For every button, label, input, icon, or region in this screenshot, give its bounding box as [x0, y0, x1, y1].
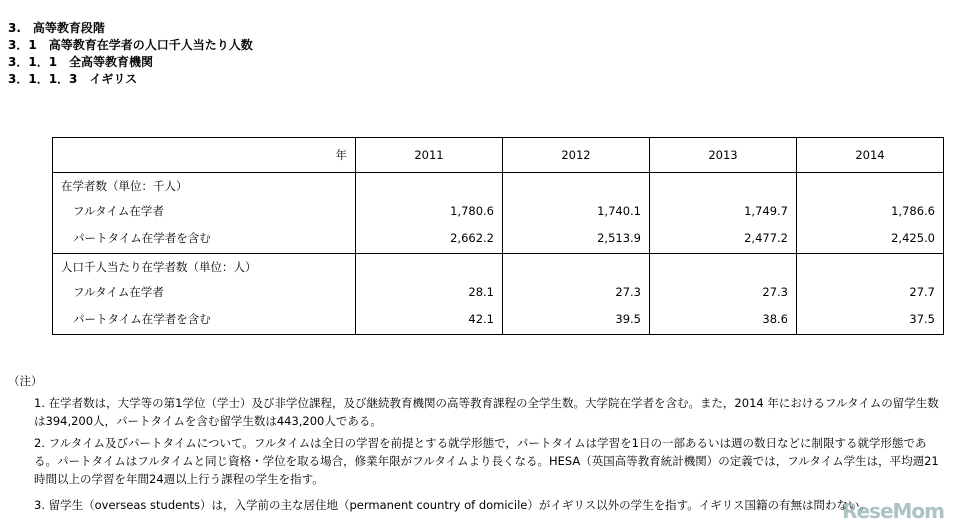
year-label: 年	[53, 138, 356, 173]
row-label: フルタイム在学者	[53, 198, 356, 223]
cell-value	[503, 254, 650, 280]
cell-value: 2,662.2	[356, 223, 503, 254]
year-header: 2013	[650, 138, 797, 173]
cell-value: 27.3	[503, 279, 650, 304]
row-label: パートタイム在学者を含む	[53, 223, 356, 254]
header-row	[53, 138, 944, 173]
heading-2: 3．1 高等教育在学者の人口千人当たり人数	[8, 38, 253, 52]
notes	[8, 372, 948, 514]
cell-value: 1,780.6	[356, 198, 503, 223]
year-header: 2014	[797, 138, 944, 173]
cell-value	[650, 173, 797, 199]
cell-value: 42.1	[356, 304, 503, 335]
cell-value: 27.7	[797, 279, 944, 304]
heading-1: 3. 高等教育段階	[8, 21, 105, 35]
heading-4: 3．1．1．3 イギリス	[8, 72, 138, 86]
cell-value: 37.5	[797, 304, 944, 335]
table-row	[53, 279, 944, 304]
cell-value: 1,786.6	[797, 198, 944, 223]
section-title-row	[53, 254, 944, 280]
row-label: パートタイム在学者を含む	[53, 304, 356, 335]
cell-value	[797, 173, 944, 199]
note-2: 2. フルタイム及びパートタイムについて。フルタイムは全日の学習を前提とする就学形態で，パートタイムは学習を1日の一部あるいは週の数日などに制限する就学形態である。パートタイムはフルタイムと同じ資格・学位を取る場合，修業年限がフルタイムより長くなる。HESA（英国高等教育統計機関）の定義では，フルタイム学生は，平均週21時間以上の学習を年間24週以上行う課程の学生を指す。	[34, 436, 939, 486]
cell-value: 1,749.7	[650, 198, 797, 223]
cell-value	[503, 173, 650, 199]
year-header: 2012	[503, 138, 650, 173]
cell-value: 2,477.2	[650, 223, 797, 254]
row-label: 人口千人当たり在学者数（単位：人）	[53, 254, 356, 280]
row-label: フルタイム在学者	[53, 279, 356, 304]
cell-value	[797, 254, 944, 280]
cell-value	[356, 173, 503, 199]
year-header: 2011	[356, 138, 503, 173]
cell-value: 1,740.1	[503, 198, 650, 223]
cell-value: 27.3	[650, 279, 797, 304]
table-row	[53, 198, 944, 223]
cell-value: 28.1	[356, 279, 503, 304]
note-1: 1. 在学者数は，大学等の第1学位（学士）及び非学位課程，及び継続教育機関の高等教育課程の全学生数。大学院在学者を含む。また，2014 年におけるフルタイムの留学生数は394,200人，パートタイムを含む留学生数は443,200人である。	[34, 396, 939, 428]
row-label: 在学者数（単位：千人）	[53, 173, 356, 199]
cell-value: 39.5	[503, 304, 650, 335]
cell-value	[650, 254, 797, 280]
section-title-row	[53, 173, 944, 199]
table-row	[53, 223, 944, 254]
data-table	[52, 137, 944, 335]
cell-value: 38.6	[650, 304, 797, 335]
table-row	[53, 304, 944, 335]
note-3: 3. 留学生（overseas students）は，入学前の主な居住地（permanent country of domicile）がイギリス以外の学生を指す。イギリス国籍の有無は問わない。	[34, 498, 871, 512]
cell-value: 2,425.0	[797, 223, 944, 254]
cell-value	[356, 254, 503, 280]
notes-title: （注）	[8, 374, 43, 388]
heading-3: 3．1．1 全高等教育機関	[8, 55, 154, 69]
watermark-logo: ReseMom	[842, 499, 944, 523]
cell-value: 2,513.9	[503, 223, 650, 254]
